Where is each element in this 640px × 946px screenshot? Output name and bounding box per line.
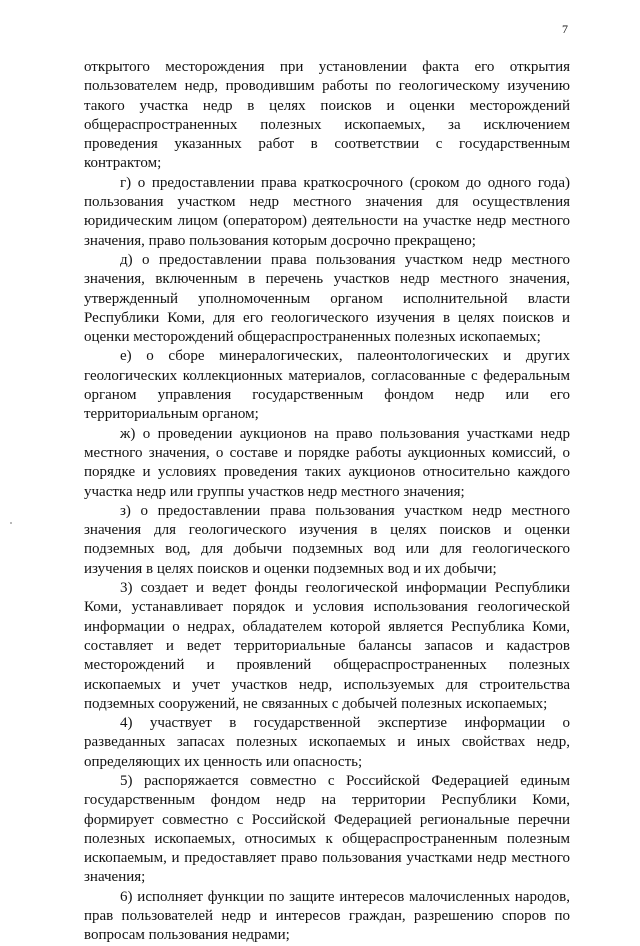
paragraph-item-4: 4) участвует в государственной экспертизе информации о разведанных запасах полезных ископаемых и иных свойствах недр, определяющих их ценность или опасность;	[84, 715, 570, 770]
paragraph-item-d: д) о предоставлении права пользования участком недр местного значения, включенным в перечень участков недр местного значения, утвержденный уполномоченным органом исполнительной власти Республики Коми, для его геологического изучения в целях поисков и оценки месторождений общераспространенных полезных ископаемых;	[84, 251, 570, 346]
paragraph-item-5: 5) распоряжается совместно с Российской Федерацией единым государственным фондом недр на территории Республики Коми, формирует совместно с Российской Федерацией региональные перечни полезных ископаемых, относимых к общераспространенным полезным ископаемым, и предоставляет право пользования участками недр местного значения;	[84, 772, 570, 886]
scan-mark	[10, 522, 12, 524]
paragraph-item-z: з) о предоставлении права пользования участком недр местного значения для геологического изучения в целях поисков и оценки подземных вод, для добычи подземных вод или для геологического изучения в целях поисков и оценки подземных вод и их добычи;	[84, 502, 570, 577]
page-number: 7	[562, 22, 568, 36]
paragraph-item-6: 6) исполняет функции по защите интересов малочисленных народов, прав пользователей недр и интересов граждан, разрешению споров по вопросам пользования недрами;	[84, 888, 570, 944]
paragraph-continuation: открытого месторождения при установлении факта его открытия пользователем недр, проводившим работы по геологическому изучению такого участка недр в целях поисков и оценки месторождений общераспространенных полезных ископаемых, за исключением проведения указанных работ в соответствии с государственным контрактом;	[84, 59, 570, 172]
paragraph-item-e: е) о сборе минералогических, палеонтологических и других геологических коллекционных материалов, согласованные с федеральным органом управления государственным фондом недр или его территориальным органом;	[84, 348, 570, 423]
paragraph-item-zh: ж) о проведении аукционов на право пользования участками недр местного значения, о составе и порядке работы аукционных комиссий, о порядке и условиях проведения таких аукционов относительно каждого участка недр или группы участков недр местного значения;	[84, 425, 570, 500]
paragraph-item-g: г) о предоставлении права краткосрочного (сроком до одного года) пользования участком недр местного значения для осуществления юридическим лицом (оператором) деятельности на участке недр местного значения, право пользования которым досрочно прекращено;	[84, 174, 570, 249]
document-body	[84, 58, 570, 946]
paragraph-item-3: 3) создает и ведет фонды геологической информации Республики Коми, устанавливает порядок и условия использования геологической информации о недрах, обладателем которой является Республика Коми, составляет и ведет территориальные балансы запасов и кадастров месторождений и проявлений общераспространенных полезных ископаемых и учет участков недр, используемых для строительства подземных сооружений, не связанных с добычей полезных ископаемых;	[84, 580, 570, 712]
